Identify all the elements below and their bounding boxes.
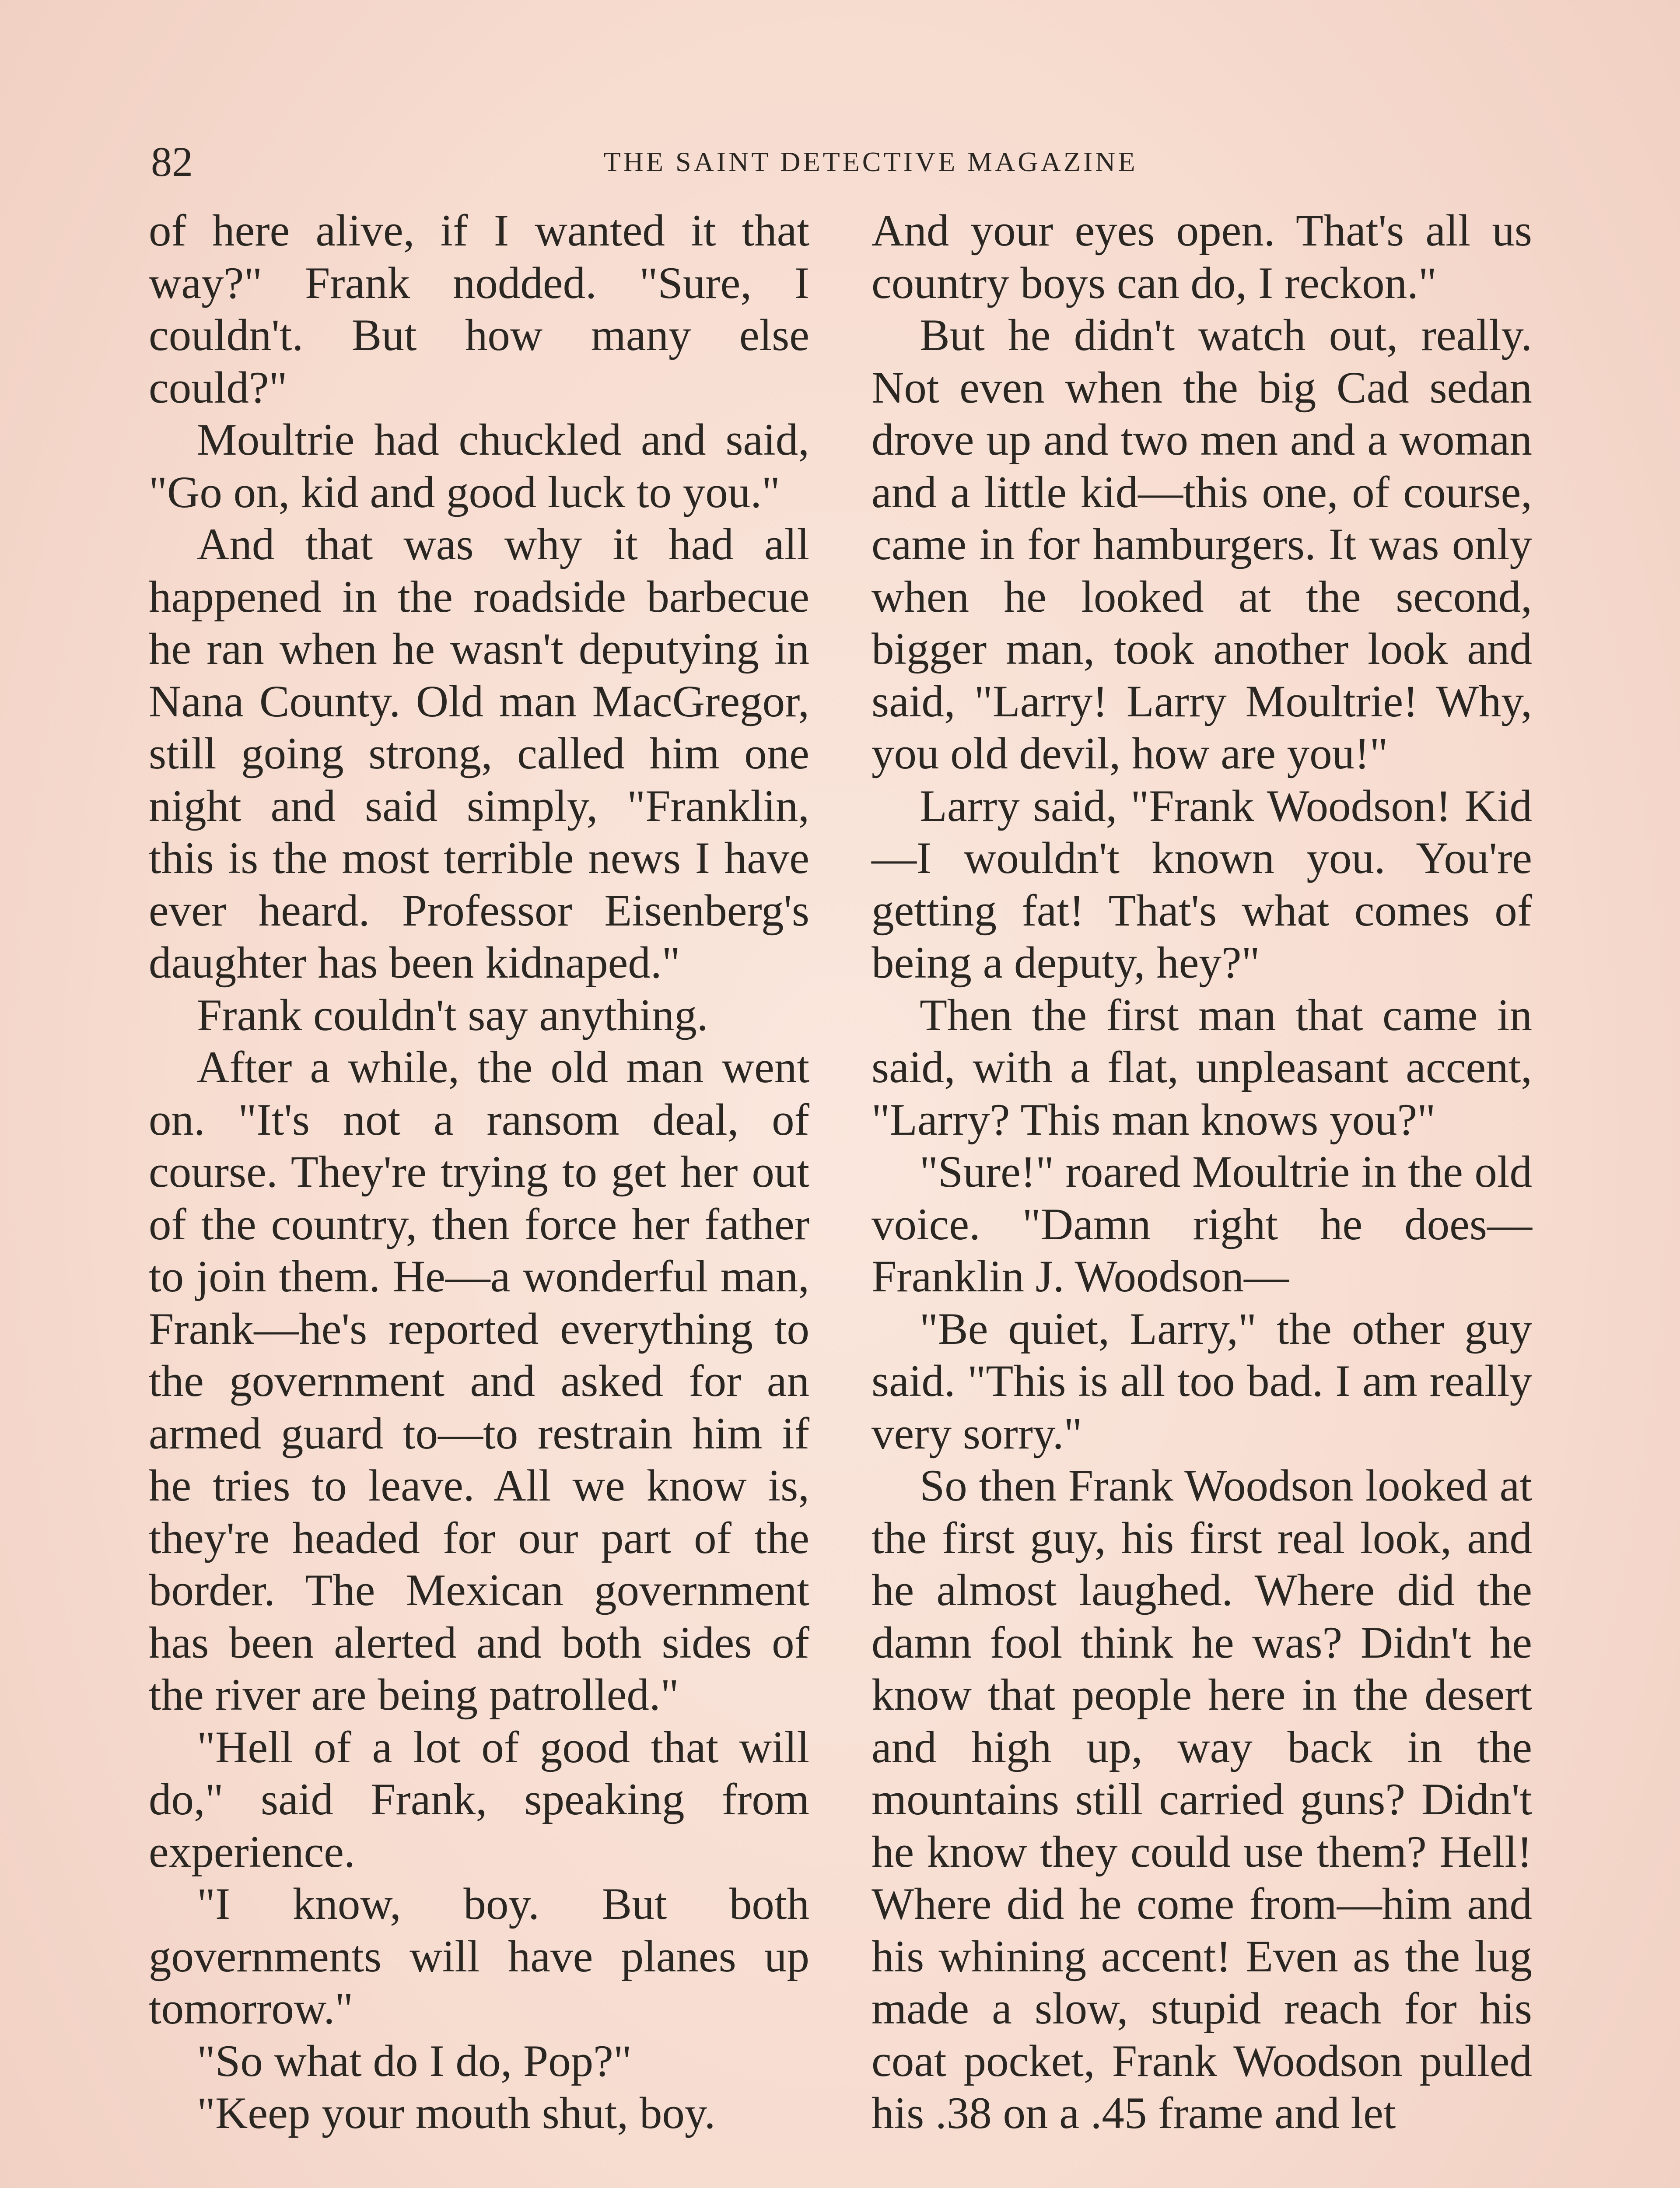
right-column — [872, 205, 1532, 2140]
paragraph: After a while, the old man went on. "It's not a ransom deal, of course. They're trying to get her out of the country, then force her father to join them. He—a wonderful man, Frank—he's reported everything to the government and asked for an armed guard to—to restrain him if he tries to leave. All we know is, they're headed for our part of the border. The Mexican government has been alerted and both sides of the river are being patrolled." — [149, 1042, 809, 1720]
paragraph: Larry said, "Frank Woodson! Kid—I wouldn't known you. You're getting fat! That's what comes of being a deputy, hey?" — [872, 781, 1532, 988]
paragraph: "Be quiet, Larry," the other guy said. "This is all too bad. I am really very sorry." — [872, 1304, 1532, 1459]
paragraph: Moultrie had chuckled and said, "Go on, kid and good luck to you." — [149, 415, 809, 517]
paragraph: "Hell of a lot of good that will do," said Frank, speaking from experience. — [149, 1722, 809, 1877]
paragraph: And that was why it had all happened in the roadside barbecue he ran when he wasn't deputying in Nana County. Old man MacGregor, still going strong, called him one night and said simply, "Franklin, this is the most terrible news I have ever heard. Professor Eisenberg's daughter has been kidnaped." — [149, 519, 809, 988]
paragraph: "Sure!" roared Moultrie in the old voice. "Damn right he does—Franklin J. Woodson— — [872, 1147, 1532, 1301]
running-head — [151, 136, 1538, 188]
paragraph: So then Frank Woodson looked at the first guy, his first real look, and he almost laughed. Where did the damn fool think he was? Didn't he know that people here in the desert and high up, way back in the mountains still carried guns? Didn't he know they could use them? Hell! Where did he come from—him and his whining accent! Even as the lug made a slow, stupid reach for his coat pocket, Frank Woodson pulled his .38 on a .45 frame and let — [872, 1461, 1532, 2138]
paragraph: And your eyes open. That's all us country boys can do, I reckon." — [872, 206, 1532, 308]
page-number: 82 — [151, 138, 193, 185]
paragraph: "So what do I do, Pop?" — [197, 2036, 632, 2086]
paragraph: "I know, boy. But both governments will have planes up tomorrow." — [149, 1879, 809, 2034]
paragraph: Then the first man that came in said, with a flat, unpleasant accent, "Larry? This man knows you?" — [872, 990, 1532, 1145]
paragraph: of here alive, if I wanted it that way?" Frank nodded. "Sure, I couldn't. But how many else could?" — [149, 206, 809, 413]
magazine-title: THE SAINT DETECTIVE MAGAZINE — [603, 146, 1138, 177]
left-column — [149, 205, 809, 2140]
paragraph: But he didn't watch out, really. Not even when the big Cad sedan drove up and two men and a woman and a little kid—this one, of course, came in for hamburgers. It was only when he looked at the second, bigger man, took another look and said, "Larry! Larry Moultrie! Why, you old devil, how are you!" — [872, 310, 1532, 778]
paragraph: "Keep your mouth shut, boy. — [197, 2088, 716, 2138]
paragraph: Frank couldn't say anything. — [197, 990, 708, 1040]
